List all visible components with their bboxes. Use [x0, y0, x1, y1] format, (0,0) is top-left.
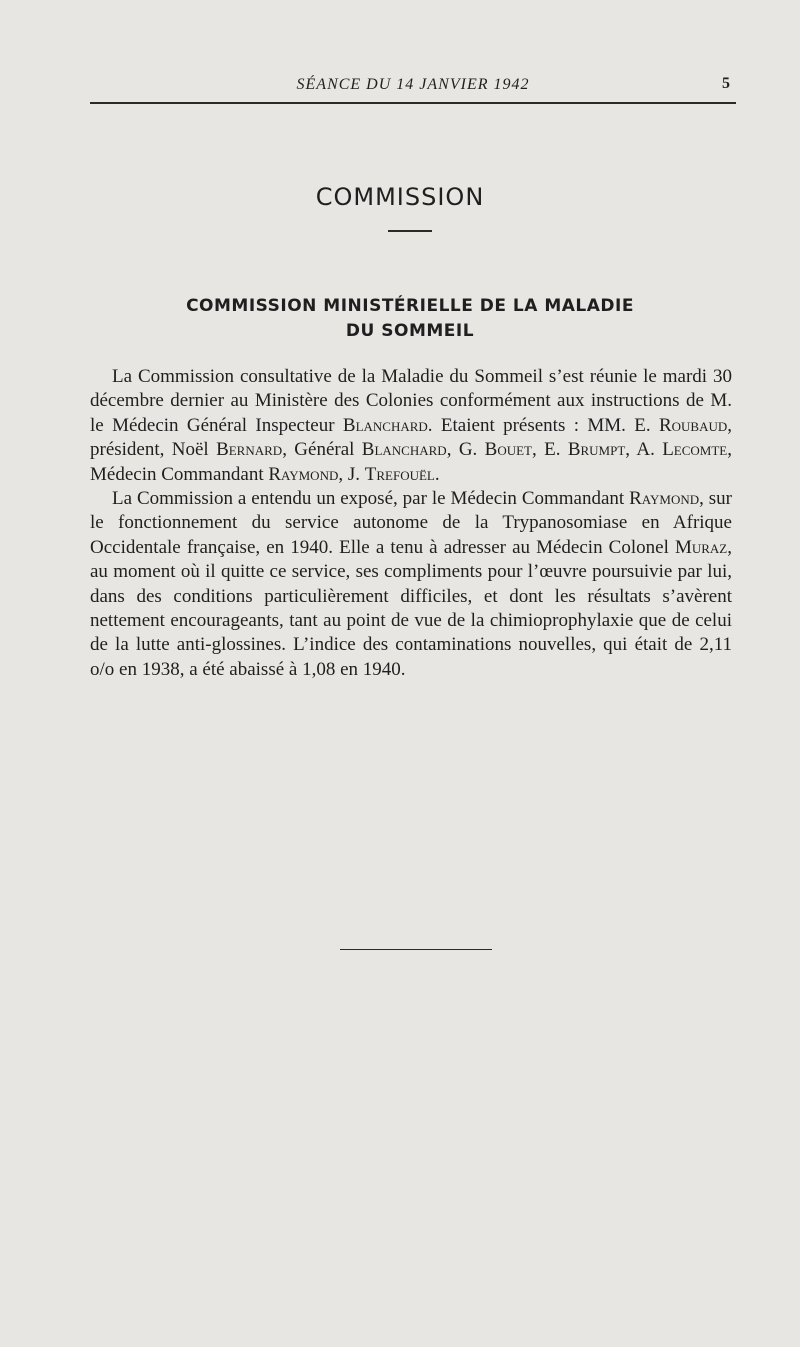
paragraph-1: [90, 365, 732, 487]
paragraph-2: [90, 487, 732, 682]
p1-text-4: , Général: [282, 439, 362, 461]
p1-name-raymond: Raymond: [268, 463, 339, 485]
p1-text-3: , président, Noël: [90, 414, 733, 461]
p1-text-9: , J.: [338, 463, 365, 485]
page-number: 5: [722, 75, 730, 92]
subtitle-line-1: COMMISSION MINISTÉRIELLE DE LA MALADIE: [186, 296, 634, 316]
p1-name-blanchard-general: Blanchard: [361, 439, 447, 461]
p2-text-3: , au moment où il quitte ce service, ses compliments pour l’œuvre poursuivie par lui, dans des conditions particulièrement difficiles, et dont les résultats s’avèrent nettement encourageants, tant au point de vue de la chimioprophylaxie que de celui de la lutte anti-glossines. L’indice des contaminations nouvelles, qui était de 2,11 o/o en 1938, a été abaissé à 1,08 en 1940.: [90, 536, 732, 680]
p1-name-lecomte: Lecomte: [662, 439, 728, 461]
header-rule: [90, 102, 736, 104]
body-text: [90, 365, 732, 682]
p1-name-blanchard: Blanchard: [342, 414, 428, 436]
p2-name-raymond: Raymond: [629, 488, 700, 510]
p1-text-8: , Médecin Commandant: [90, 439, 732, 485]
p2-name-muraz: Muraz: [674, 536, 728, 558]
p1-name-bouet: Bouet: [484, 439, 532, 461]
p1-text-5: , G.: [446, 439, 485, 461]
section-title: COMMISSION: [315, 183, 485, 211]
p1-text-10: .: [434, 463, 440, 485]
p1-text-7: , A.: [625, 439, 663, 461]
p1-text-6: , E.: [532, 439, 568, 461]
running-title: SÉANCE DU 14 JANVIER 1942: [296, 76, 530, 93]
p2-text-1: La Commission a entendu un exposé, par le Médecin Commandant: [112, 488, 630, 510]
p1-name-trefouel: Trefouël: [364, 463, 435, 485]
p2-text-2: , sur le fonctionnement du service autonome de la Trypanosomiase en Afrique Occidentale française, en 1940. Elle a tenu à adresser au Médecin Colonel: [90, 488, 732, 558]
p1-name-roubaud: Roubaud: [658, 414, 728, 436]
closing-rule: [340, 949, 492, 950]
p1-name-bernard: Bernard: [216, 439, 283, 461]
p1-text-1: La Commission consultative de la Maladie du Sommeil s’est réunie le mardi 30 décembre dernier au Ministère des Colonies conformément aux instructions de M. le Médecin Général Inspecteur: [90, 366, 732, 436]
p1-name-brumpt: Brumpt: [567, 439, 626, 461]
title-rule: [388, 230, 432, 232]
subtitle: [90, 294, 730, 344]
running-header: [90, 74, 736, 98]
subtitle-line-2: DU SOMMEIL: [345, 321, 475, 341]
p1-text-2: . Etaient présents : MM. E.: [427, 414, 659, 436]
